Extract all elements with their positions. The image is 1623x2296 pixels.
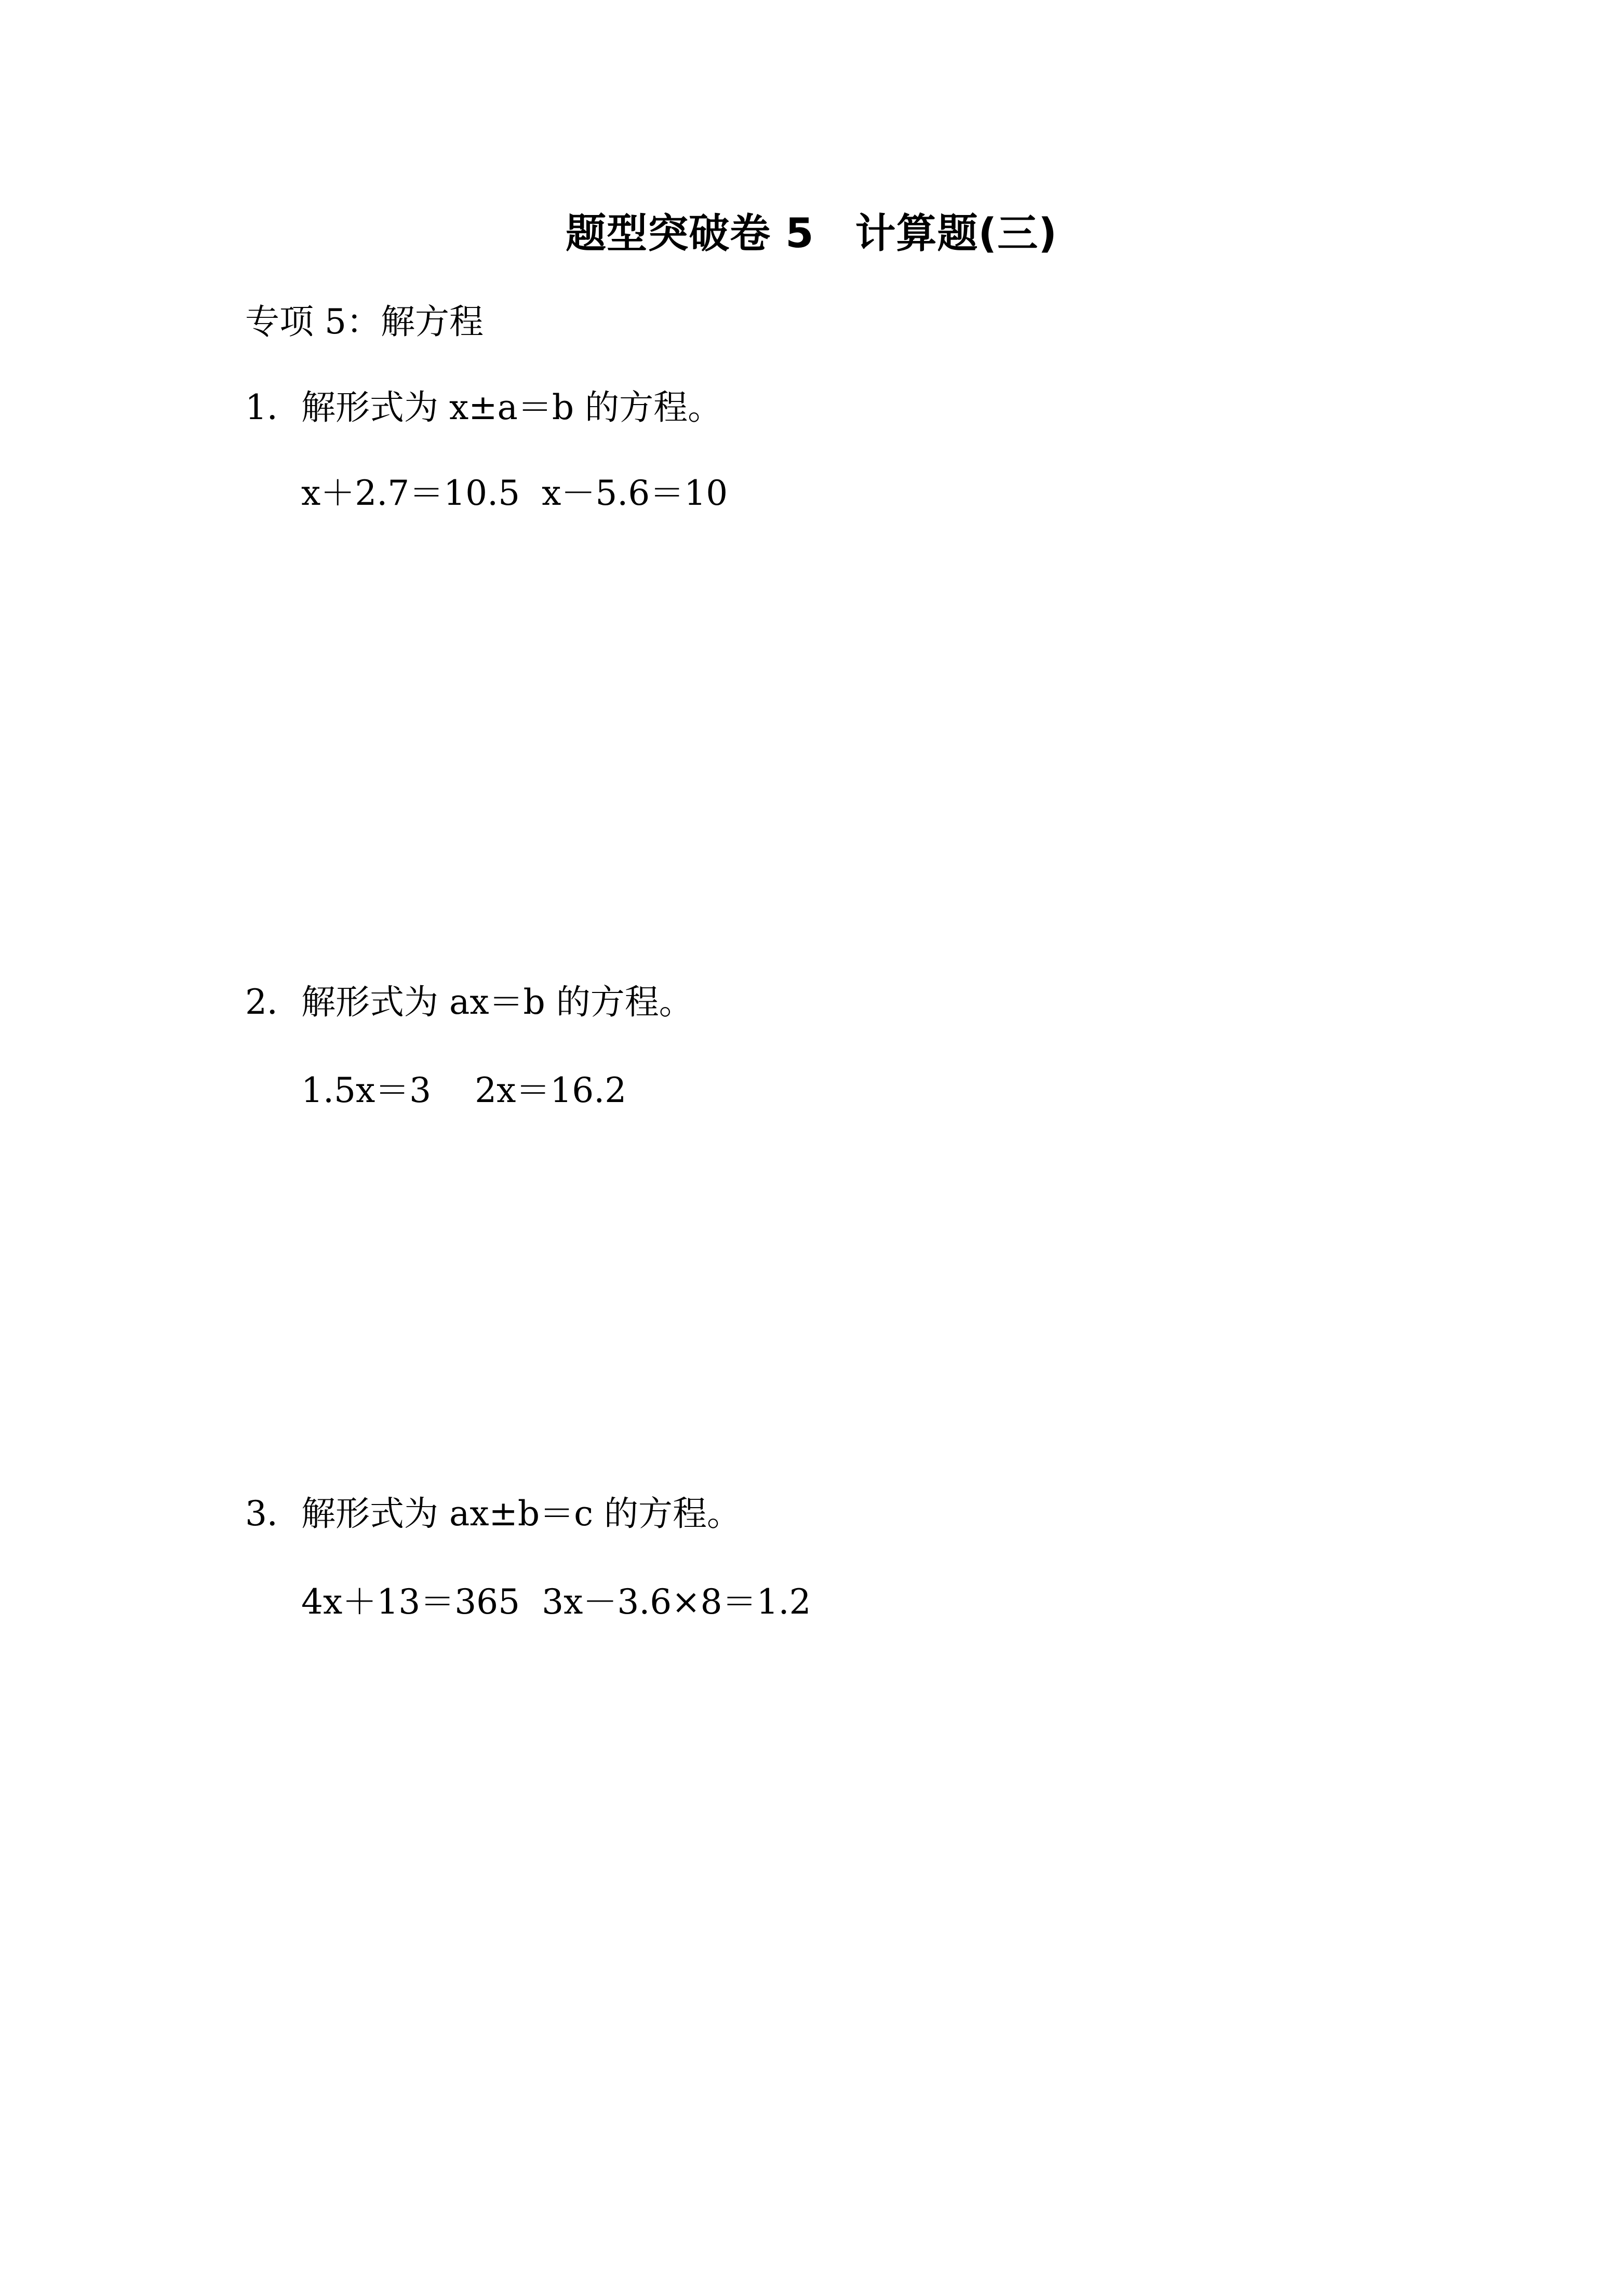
- question-3-prompt: 3．解形式为 ax±b＝c 的方程。: [245, 1494, 742, 1534]
- question-1-equations: x＋2.7＝10.5 x－5.6＝10: [301, 473, 728, 513]
- question-1-prompt: 1．解形式为 x±a＝b 的方程。: [245, 387, 722, 427]
- section-heading: 专项 5：解方程: [245, 302, 484, 342]
- question-2-equations: 1.5x＝3 2x＝16.2: [301, 1070, 627, 1110]
- page-title: 题型突破卷 5 计算题(三): [566, 210, 1057, 257]
- question-2-prompt: 2．解形式为 ax＝b 的方程。: [245, 982, 693, 1022]
- question-3-equations: 4x＋13＝365 3x－3.6×8＝1.2: [301, 1582, 811, 1622]
